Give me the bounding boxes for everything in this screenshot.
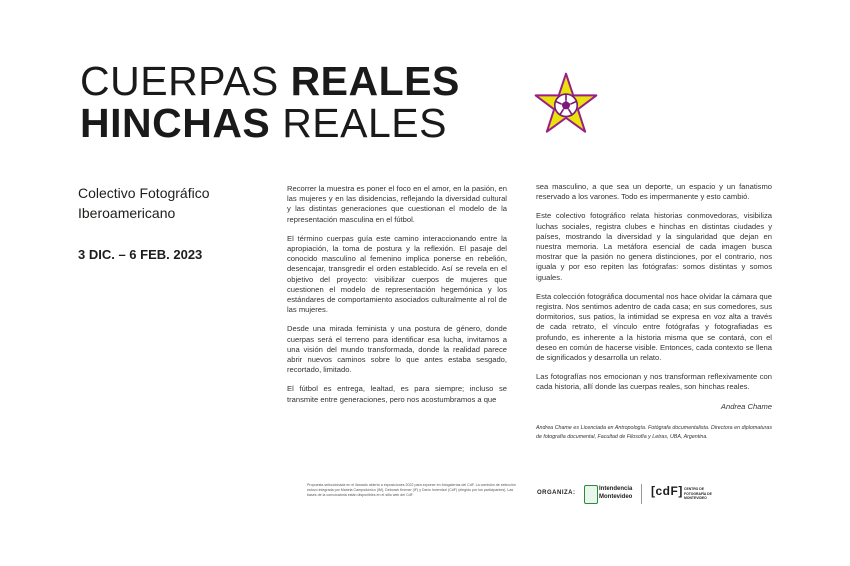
exhibition-title: [80, 60, 460, 144]
paragraph: Desde una mirada feminista y una postura de género, donde cuerpas será el terreno para identificar esa lucha, invitamos a una visión del mundo transformada, donde la realidad parece abrir nuevos caminos sobre lo que antes estaba sesgado, recortado, limitado.: [287, 324, 507, 375]
collective-name: Colectivo Fotográfico Iberoamericano: [78, 185, 210, 221]
author-bio: Andrea Chame es Licenciada en Antropología. Fotógrafa documentalista. Directora en diplomaturas de fotografía documental, Facultad de Filosofía y Letras, UBA, Argentina.: [536, 424, 772, 440]
text-column-2: [536, 182, 772, 442]
paragraph: Recorrer la muestra es poner el foco en el amor, en la pasión, en las mujeres y en las disidencias, reflejando la diversidad cultural y las distintas generaciones que cuestionan el modelo de la representación masculina en el fútbol.: [287, 184, 507, 224]
title-line-1: CUERPAS REALES: [80, 58, 460, 104]
organizers-label: ORGANIZA:: [537, 490, 576, 496]
paragraph: Esta colección fotográfica documental nos hace olvidar la cámara que registra. Nos sentimos adentro de cada casa; en sus comedores, sus dormitorios, sus patios, la intimidad se expresa en voz alta a través de cada retrato, el vínculo entre fotógrafas y fotografiadas es profundo, es inherente a la historia misma que se contará, con el deseo en común de hacerse visible. Entonces, cada contexto se llena de significados y desarrolla un relato.: [536, 291, 772, 363]
paragraph: El fútbol es entrega, lealtad, es para siempre; incluso se transmite entre generaciones, pero nos acostumbramos a que: [287, 384, 507, 404]
star-football-icon: [533, 71, 599, 137]
text-column-1: [287, 184, 507, 414]
logo-divider: [641, 484, 642, 504]
exhibition-dates: 3 DIC. – 6 FEB. 2023: [78, 247, 203, 262]
im-emblem-icon: [584, 485, 598, 504]
paragraph: El término cuerpas guía este camino interaccionando entre la apropiación, la toma de postura y la reflexión. El pasaje del conocido masculino al femenino implica ponerse en rebelión, desencajar, transgredir el orden establecido. Así se revela en el objetivo del proyecto: visibilizar cuerpos de mujeres que cuestionen el modelo de representación hegemónica y los estándares de comportamiento asociados culturalmente al rol de las mujeres.: [287, 233, 507, 315]
paragraph: Este colectivo fotográfico relata historias conmovedoras, visibiliza luchas sociales, registra clubes e hinchas en distintas ciudades y países, mostrando la diversidad y la singularidad que dejan en nuestra memoria. La metáfora esencial de cada imagen busca mostrar que la pasión no genera distinciones, por el contrario, nos iguala y por eso repiten las fotógrafas: somos distintas y somos iguales.: [536, 211, 772, 282]
paragraph: Las fotografías nos emocionan y nos transforman reflexivamente con cada historia, allí donde las cuerpas reales, son hinchas reales.: [536, 372, 772, 392]
author-signature: Andrea Chame: [720, 401, 772, 411]
intendencia-montevideo-logo: Intendencia Montevideo: [584, 483, 636, 505]
paragraph: sea masculino, a que sea un deporte, un espacio y un fanatismo reservado a los varones. Todo es impermanente y esto cambió.: [536, 182, 772, 202]
exhibition-panel: CUERPAS REALES HINCHAS REALES Colectivo Fotográfico Iberoamericano 3 DIC. – 6 FEB. 2023 Recorrer la muestra es poner el foco en el amor, en la pasión, en las mujeres y en las disidencias, reflejando la diversidad cultural y las distintas generaciones que cuestionan el modelo de la representación masculina en el fútbol. El término cuerpas guía este camino interaccionando entre la apropiación, la toma de postura y la reflexión. El pasaje del conocido masculino al femenino implica ponerse en rebelión, desencajar, transgredir el orden establecido. Así se revela en el objetivo del proyecto: visibilizar cuerpos de mujeres que cuestionen el modelo de representación hegemónica y los estándares de comportamiento asociados culturalmente al rol de las mujeres. Desde una mirada feminista y una postura de género, donde cuerpas será el terreno para identificar esa lucha, invitamos a una visión del mundo transformada, donde la realidad parece abrir nuevos caminos sobre lo que antes estaba sesgado, recortado, limitado. El fútbol es entrega, lealtad, es para siempre; incluso se transmite entre generaciones, pero nos acostumbramos a que sea masculino, a que sea un deporte, un espacio y un fanatismo reservado a los varones. Todo es impermanente y esto cambió. Este colectivo fotográfico relata historias conmovedoras, visibiliza luchas sociales, registra clubes e hinchas en distintas ciudades y países, mostrando la diversidad y la singularidad que dejan en nuestra memoria. La metáfora esencial de cada imagen busca mostrar que la pasión no genera distinciones, por el contrario, nos iguala y por eso repiten las fotógrafas: somos distintas y somos iguales. Esta colección fotográfica documental nos hace olvidar la cámara que registra. Nos sentimos adentro de cada casa; en sus comedores, sus dormitorios, sus patios, la intimidad se expresa en voz alta a través de cada retrato, el vínculo entre fotógrafas y fotografiadas es profundo, es inherente a la historia misma que se contará, con el deseo en común de hacerse visible. Entonces, cada contexto se llena de significados y desarrolla un relato. Las fotografías nos emocionan y nos transforman reflexivamente con cada historia, allí donde las cuerpas reales, son hinchas reales. Andrea Chame Andrea Chame es Licenciada en Antropología. Fotógrafa documentalista. Directora en diplomaturas de fotografía documental, Facultad de Filosofía y Letras, UBA, Argentina. Propuesta seleccionada en el llamado abierto a exposiciones 2022 para exponer en fotogalerías del CdF. La comisión de selección estuvo integrada por Mariela Campodónico (IM), Deborah Kremer (IF) y Darío Invernizzi (CdF) (elegido por los participantes). Las bases de la convocatoria están disponibles en el sitio web del CdF. ORGANIZA: Intendencia Montevideo [cdF] CENTRO DE FOTOGRAFÍA DE MONTEVIDEO: [0, 0, 850, 566]
title-line-2: HINCHAS REALES: [80, 100, 447, 146]
selection-note: Propuesta seleccionada en el llamado abierto a exposiciones 2022 para exponer en fotogalerías del CdF. La comisión de selección estuvo integrada por Mariela Campodónico (IM), Deborah Kremer (IF) y Darío Invernizzi (CdF) (elegido por los participantes). Las bases de la convocatoria están disponibles en el sitio web del CdF.: [307, 483, 516, 498]
